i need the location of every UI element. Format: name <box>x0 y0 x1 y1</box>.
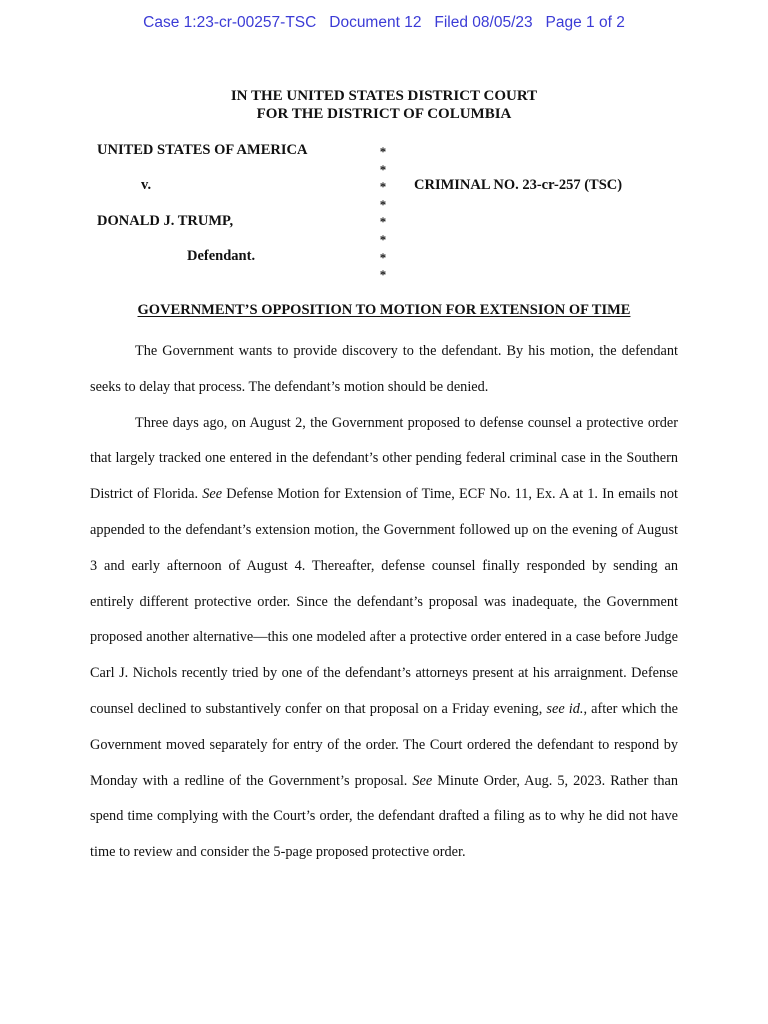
document-number: Document 12 <box>329 14 422 31</box>
caption-defendant-role: Defendant. <box>187 248 256 264</box>
caption-star: * <box>379 214 387 230</box>
document-title: GOVERNMENT’S OPPOSITION TO MOTION FOR EXTENSION OF TIME <box>137 302 631 318</box>
caption-versus: v. <box>141 177 152 193</box>
caption-star: * <box>379 267 387 283</box>
caption-star: * <box>379 161 387 177</box>
case-number: Case 1:23-cr-00257-TSC <box>143 14 317 31</box>
paragraph-1: The Government wants to provide discovery to the defendant. By his motion, the defendant seeks to delay that process. The defendant’s motion should be denied. <box>90 343 678 395</box>
caption-defendant-name: DONALD J. TRUMP, <box>97 213 234 229</box>
caption-star: * <box>379 231 387 247</box>
criminal-case-number: CRIMINAL NO. 23-cr-257 (TSC) <box>414 177 623 193</box>
paragraph-2: Three days ago, on August 2, the Government proposed to defense counsel a protective order that largely tracked one entered in the defendant’s other pending federal criminal case in the Southern District of Florida. See Defense Motion for Extension of Time, ECF No. 11, Ex. A at 1. In emails not appended to the defendant’s extension motion, the Government followed up on the evening of August 3 and early afternoon of August 4. Thereafter, defense counsel finally responded by sending an entirely different protective order. Since the defendant’s proposal was inadequate, the Government proposed another alternative—this one modeled after a protective order entered in a case before Judge Carl J. Nichols recently tried by one of the defendant’s attorneys present at his arraignment. Defense counsel declined to substantively confer on that proposal on a Friday evening, see id., after which the Government moved separately for entry of the order. The Court ordered the defendant to respond by Monday with a redline of the Government’s proposal. See Minute Order, Aug. 5, 2023. Rather than spend time complying with the Court’s order, the defendant drafted a filing as to why he did not have time to review and consider the 5-page proposed protective order. <box>90 414 679 861</box>
ecf-header-stamp <box>0 14 768 32</box>
caption-star: * <box>379 196 387 212</box>
filed-date: Filed 08/05/23 <box>434 14 533 31</box>
caption-star: * <box>379 179 387 195</box>
page-indicator: Page 1 of 2 <box>545 14 625 31</box>
court-heading <box>0 87 768 123</box>
document-body <box>90 334 678 871</box>
citation-signal: See <box>202 486 223 503</box>
citation-signal: see id. <box>546 700 584 717</box>
caption-star-column <box>377 143 389 284</box>
court-line-2: FOR THE DISTRICT OF COLUMBIA <box>256 106 512 122</box>
court-line-1: IN THE UNITED STATES DISTRICT COURT <box>230 88 538 104</box>
citation-signal: See <box>412 772 433 789</box>
caption-plaintiff: UNITED STATES OF AMERICA <box>97 142 308 158</box>
caption-star: * <box>379 144 387 159</box>
caption-star: * <box>379 249 387 265</box>
